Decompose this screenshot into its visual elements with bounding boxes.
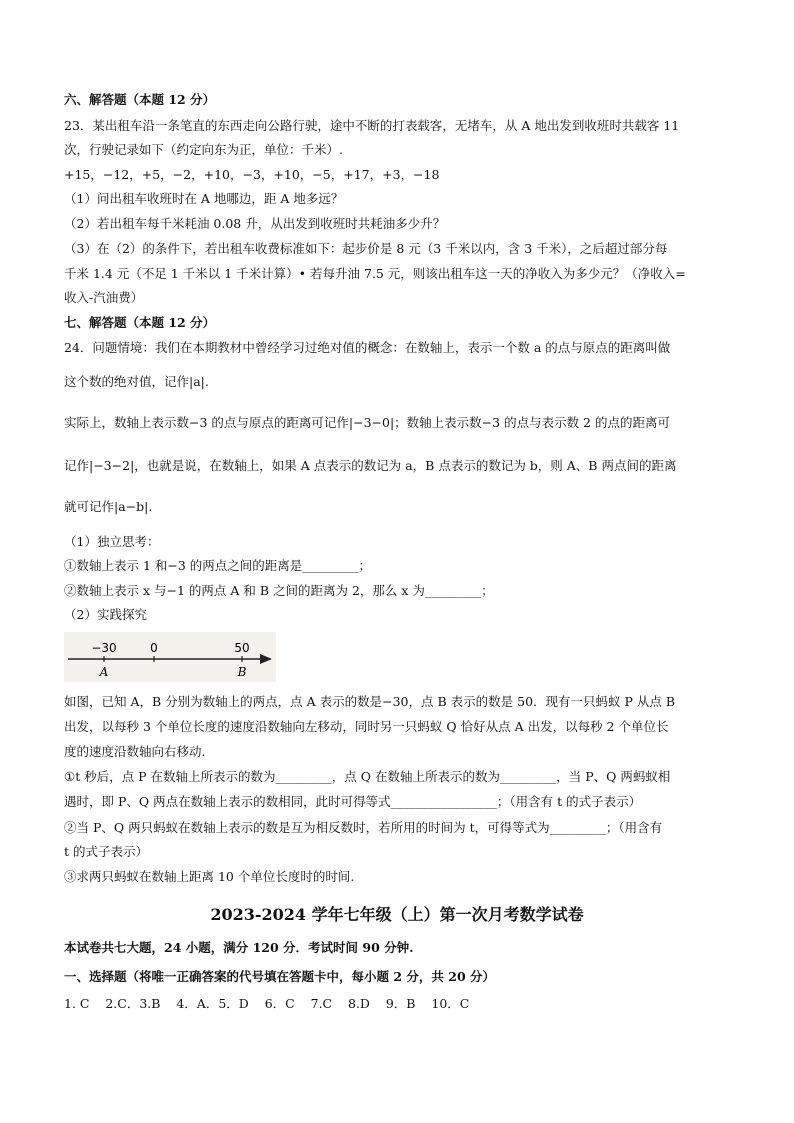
q24-sub-2-line-1: ②当 P、Q 两只蚂蚁在数轴上表示的数是互为相反数时，若所用的时间为 t，可得等式为_________；（用含有 [64, 820, 663, 835]
answer-info: 本试卷共七大题，24 小题，满分 120 分．考试时间 90 分钟. [64, 940, 414, 955]
q24-sub-1-line-2: 遇时，即 P、Q 两点在数轴上表示的数相同，此时可得等式_________________；（用含有 t 的式子表示） [64, 794, 642, 809]
q24-part-2: （2）实践探究 [64, 607, 147, 622]
q23-line-2: 次，行驶记录如下（约定向东为正，单位：千米）. [64, 142, 343, 157]
section-6-heading: 六、解答题（本题 12 分） [64, 92, 216, 107]
q24-desc-line-3: 度的速度沿数轴向右移动. [64, 744, 206, 759]
answer-title: 2023-2024 学年七年级（上）第一次月考数学试卷 [210, 905, 584, 924]
q23-part-3-line-3: 收入-汽油费） [64, 290, 144, 305]
number-line-figure [64, 632, 276, 682]
q24-part-1: （1）独立思考： [64, 534, 160, 549]
answer-keys: 1. C 2.C．3.B 4．A．5．D 6．C 7.C 8.D 9．B 10．C [64, 996, 470, 1011]
tick-origin-label: 0 [150, 641, 158, 655]
q23-part-3-line-2: 千米 1.4 元（不足 1 千米以 1 千米计算）• 若每升油 7.5 元，则该出租车这一天的净收入为多少元？（净收入= [64, 266, 686, 281]
q24-line-2: 这个数的绝对值，记作|a|. [64, 374, 209, 389]
q24-sub-1-line-1: ①t 秒后，点 P 在数轴上所表示的数为_________，点 Q 在数轴上所表示的数为_________，当 P、Q 两蚂蚁相 [64, 769, 671, 784]
q24-line-3: 实际上，数轴上表示数−3 的点与原点的距离可记作|−3−0|；数轴上表示数−3 的点与表示数 2 的点的距离可 [64, 415, 670, 430]
answer-section-1: 一、选择题（将唯一正确答案的代号填在答题卡中，每小题 2 分，共 20 分） [64, 969, 496, 984]
q24-part-1-b: ②数轴上表示 x 与−1 的两点 A 和 B 之间的距离为 2，那么 x 为_________； [64, 583, 494, 598]
q24-desc-line-1: 如图，已知 A，B 分别为数轴上的两点，点 A 表示的数是−30，点 B 表示的数是 50．现有一只蚂蚁 P 从点 B [64, 694, 676, 709]
q24-desc-line-2: 出发，以每秒 3 个单位长度的速度沿数轴向左移动，同时另一只蚂蚁 Q 恰好从点 A 出发，以每秒 2 个单位长 [64, 719, 669, 734]
q23-part-3-line-1: （3）在（2）的条件下，若出租车收费标准如下：起步价是 8 元（3 千米以内，含 3 千米），之后超过部分每 [64, 241, 668, 256]
point-b-label: B [237, 665, 247, 679]
q24-part-1-a: ①数轴上表示 1 和−3 的两点之间的距离是_________； [64, 558, 372, 573]
number-line-svg [64, 632, 276, 682]
q24-sub-3: ③求两只蚂蚁在数轴上距离 10 个单位长度时的时间. [64, 869, 355, 884]
q23-line-1: 23．某出租车沿一条笔直的东西走向公路行驶，途中不断的打表载客，无堵车，从 A 地出发到收班时共载客 11 [64, 118, 680, 133]
q24-line-1: 24．问题情境：我们在本期教材中曾经学习过绝对值的概念：在数轴上，表示一个数 a 的点与原点的距离叫做 [64, 340, 671, 355]
q24-line-4: 记作|−3−2|，也就是说，在数轴上，如果 A 点表示的数记为 a，B 点表示的数记为 b，则 A、B 两点间的距离 [64, 458, 677, 473]
q23-data: +15，−12，+5，−2，+10，−3，+10，−5，+17，+3，−18 [64, 167, 440, 182]
q24-line-5: 就可记作|a−b|. [64, 499, 153, 514]
q23-part-1: （1）问出租车收班时在 A 地哪边，距 A 地多远？ [64, 191, 344, 206]
q24-sub-2-line-2: t 的式子表示） [64, 844, 148, 859]
section-7-heading: 七、解答题（本题 12 分） [64, 315, 216, 330]
number-line-arrow [260, 654, 272, 664]
point-a-label: A [99, 665, 109, 679]
q23-part-2: （2）若出租车每千米耗油 0.08 升，从出发到收班时共耗油多少升？ [64, 216, 446, 231]
tick-a-label: −30 [91, 641, 117, 655]
tick-b-label: 50 [234, 641, 250, 655]
